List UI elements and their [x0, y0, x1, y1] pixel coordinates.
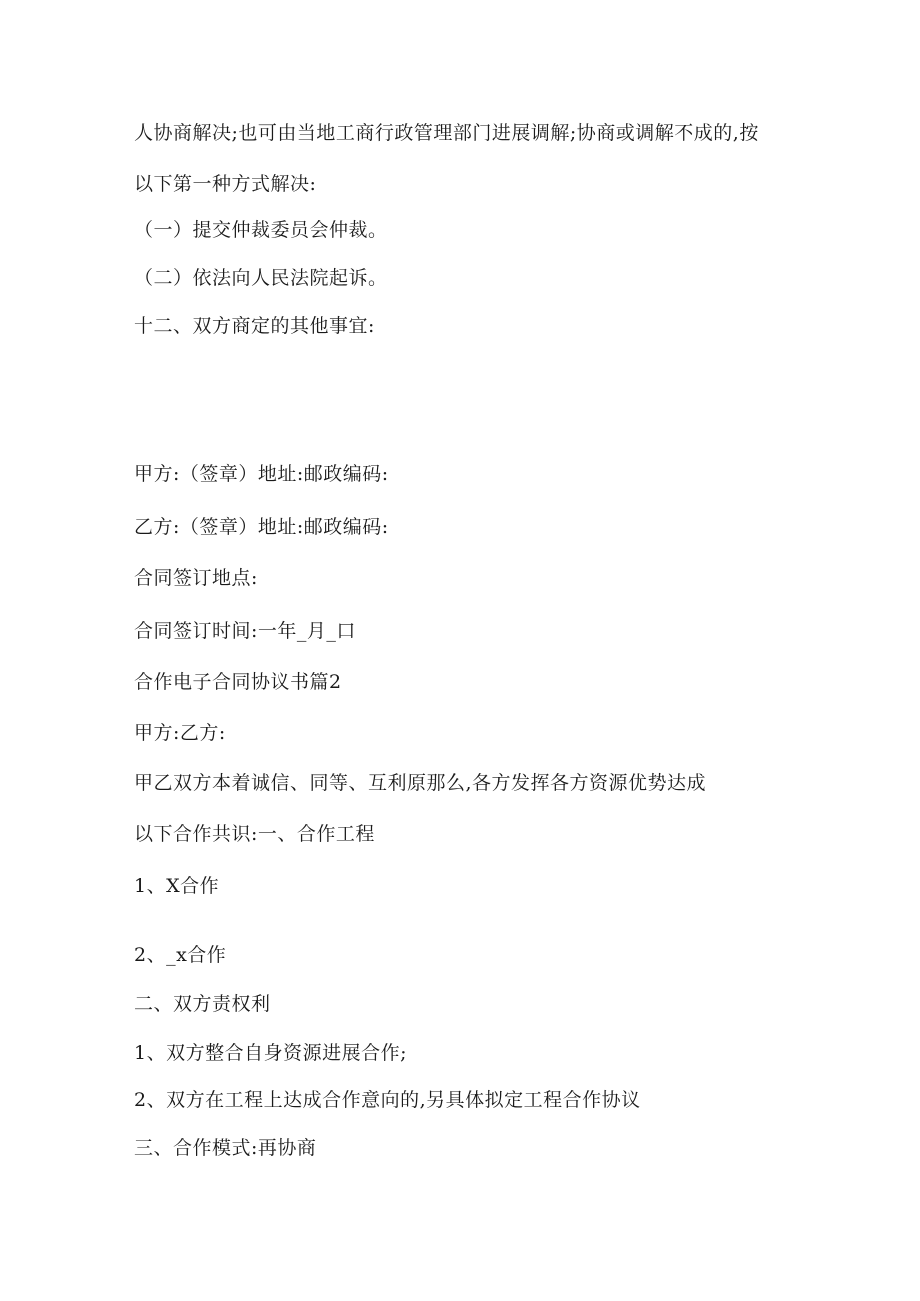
text-line: （二）依法向人民法院起诉。 — [134, 267, 388, 289]
contract-place-line: 合同签订地点: — [134, 567, 258, 589]
party-a-signature-line: 甲方:（签章）地址:邮政编码: — [134, 463, 389, 485]
party-b-signature-line: 乙方:（签章）地址:邮政编码: — [134, 516, 389, 538]
text-line: 甲乙双方本着诚信、同等、互利原那么,各方发挥各方资源优势达成 — [134, 772, 707, 794]
text-line: （一）提交仲裁委员会仲裁。 — [134, 219, 388, 241]
section-title: 合作电子合同协议书篇2 — [134, 671, 342, 693]
list-item: 2、_x合作 — [134, 944, 227, 966]
list-item: 1、双方整合自身资源进展合作; — [134, 1042, 407, 1064]
text-line: 以下合作共识:一、合作工程 — [134, 823, 375, 845]
contract-date-line: 合同签订时间:一年_月_口 — [134, 620, 356, 642]
text-line: 人协商解决;也可由当地工商行政管理部门进展调解;协商或调解不成的,按 — [134, 122, 759, 144]
text-line: 二、双方责权利 — [134, 993, 271, 1015]
list-item: 1、X合作 — [134, 875, 220, 897]
list-item: 2、双方在工程上达成合作意向的,另具体拟定工程合作协议 — [134, 1089, 641, 1111]
text-line: 三、合作模式:再协商 — [134, 1137, 317, 1159]
text-line: 以下第一种方式解决: — [134, 173, 317, 195]
text-line: 甲方:乙方: — [134, 722, 226, 744]
text-line: 十二、双方商定的其他事宜: — [134, 315, 375, 337]
